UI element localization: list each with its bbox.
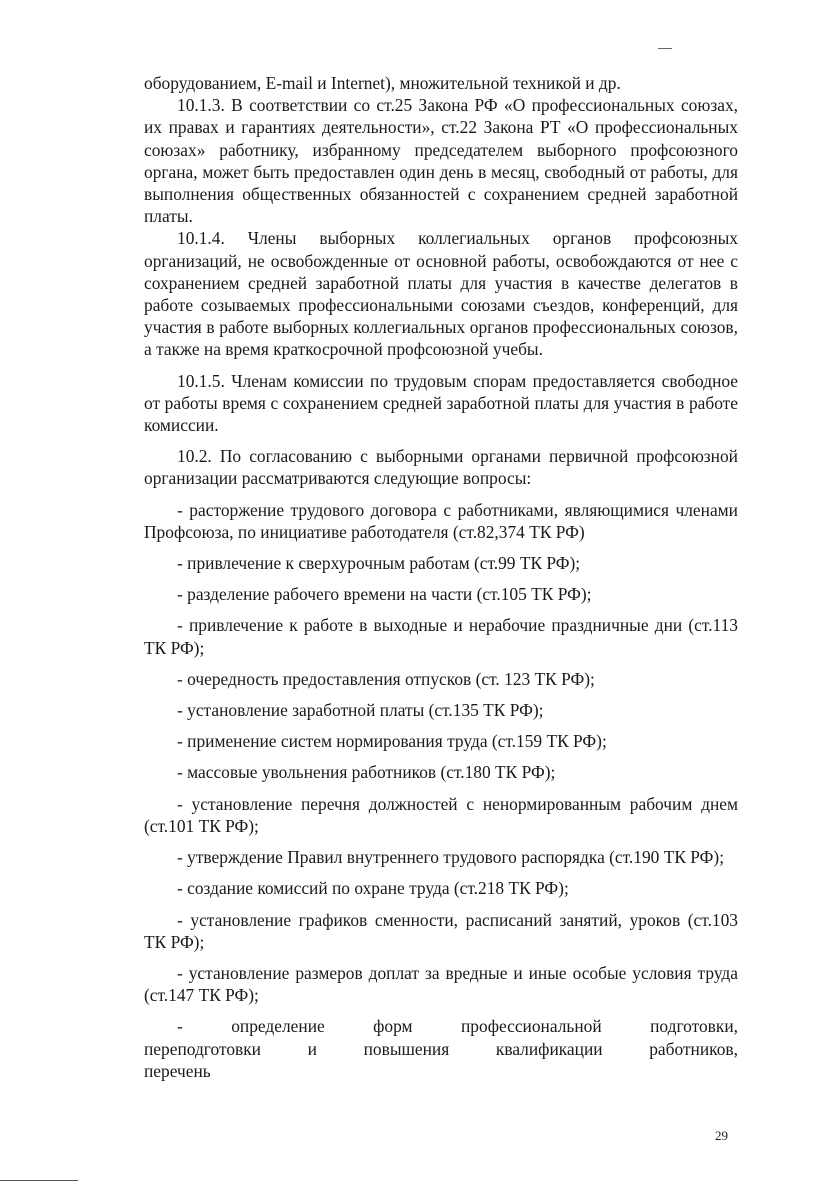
list-item: - установление заработной платы (ст.135 ТК РФ); (177, 700, 544, 721)
paragraph-10-1-4: 10.1.4. Члены выборных коллегиальных органов профсоюзных организаций, не освобожденные от основной работы, освобождаются от нее с сохранением средней заработной платы для участия в качестве делегатов в работе созываемых профессиональными союзами съездов, конференций, для участия в работе выборных коллегиальных органов профессиональных союзов, а также на время краткосрочной профсоюзной учебы. (144, 228, 738, 360)
scan-artifact-mark (658, 48, 672, 49)
list-item: - привлечение к сверхурочным работам (ст.99 ТК РФ); (177, 553, 581, 574)
list-item: - установление размеров доплат за вредные и иные особые условия труда (ст.147 ТК РФ); (144, 962, 738, 1006)
list-item: - расторжение трудового договора с работниками, являющимися членами Профсоюза, по инициативе работодателя (ст.82,374 ТК РФ) (144, 499, 738, 542)
list-item: - установление графиков сменности, расписаний занятий, уроков (ст.103 ТК РФ); (144, 909, 738, 952)
body-text (144, 72, 738, 1082)
list-item: - массовые увольнения работников (ст.180 ТК РФ); (177, 762, 556, 783)
list-item: - утверждение Правил внутреннего трудового распорядка (ст.190 ТК РФ); (177, 847, 725, 868)
paragraph-10-1-3: 10.1.3. В соответствии со ст.25 Закона РФ «О профессиональных союзах, их правах и гарантиях деятельности», ст.22 Закона РТ «О профессиональных союзах» работнику, избранному председателем выборного профсоюзного органа, может быть предоставлен один день в месяц, свободный от работы, для выполнения общественных обязанностей с сохранением средней заработной платы. (144, 95, 738, 227)
list-item: - определение форм профессиональной подготовки, переподготовки и повышения квалификации работников, перечень (144, 1016, 738, 1081)
list-item: - применение систем нормирования труда (ст.159 ТК РФ); (177, 731, 607, 752)
list-item: - разделение рабочего времени на части (ст.105 ТК РФ); (177, 584, 592, 605)
list-item: - установление перечня должностей с ненормированным рабочим днем (ст.101 ТК РФ); (144, 793, 738, 836)
page-number: 29 (715, 1128, 728, 1143)
list-item: - создание комиссий по охране труда (ст.218 ТК РФ); (177, 878, 569, 899)
list-item: - привлечение к работе в выходные и нерабочие праздничные дни (ст.113 ТК РФ); (144, 615, 738, 658)
paragraph-continuation: оборудованием, E-mail и Internet), множительной техникой и др. (144, 73, 621, 93)
scan-edge-line (0, 1180, 78, 1181)
paragraph-10-2: 10.2. По согласованию с выборными органами первичной профсоюзной организации рассматриваются следующие вопросы: (144, 446, 738, 489)
paragraph-10-1-5: 10.1.5. Членам комиссии по трудовым спорам предоставляется свободное от работы время с сохранением средней заработной платы для участия в работе комиссии. (144, 370, 738, 436)
list-item: - очередность предоставления отпусков (ст. 123 ТК РФ); (177, 668, 595, 689)
